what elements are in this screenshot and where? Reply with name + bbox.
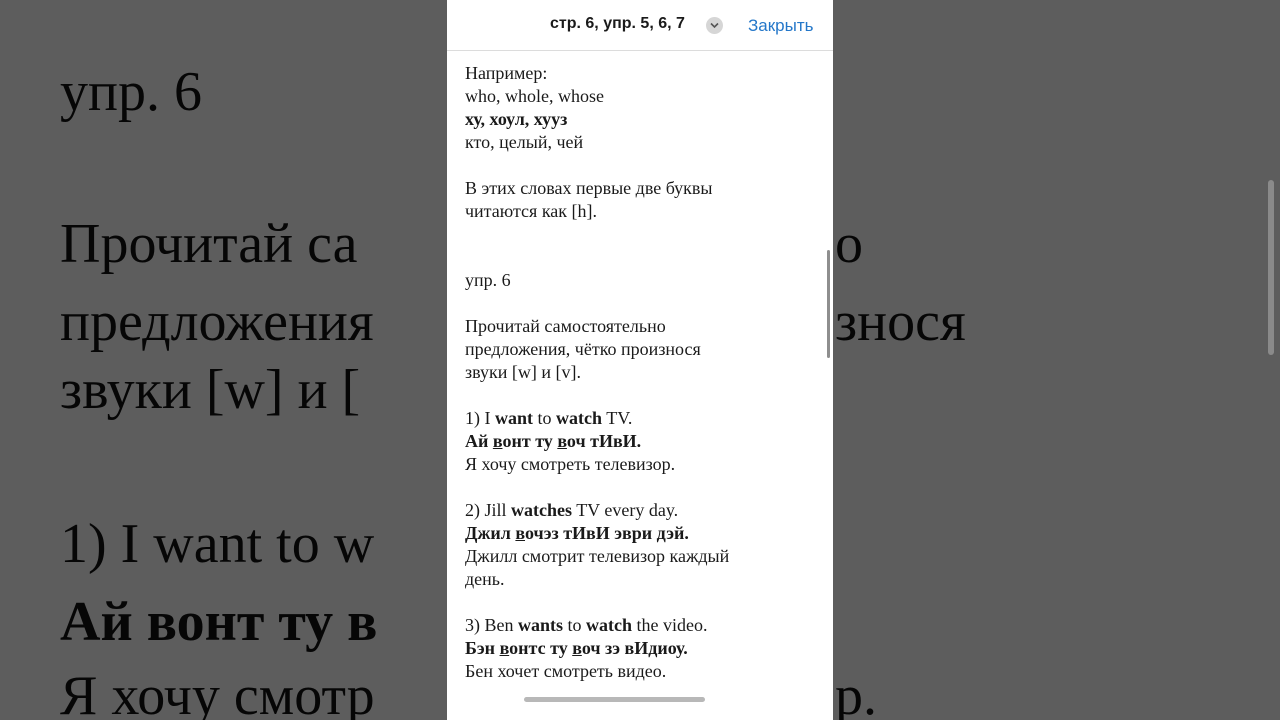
close-button[interactable]: Закрыть — [748, 16, 814, 35]
sentence-1-english: 1) I want to watch TV. — [465, 408, 633, 428]
chevron-down-icon[interactable] — [706, 17, 723, 34]
intro-transcription: ху, хоул, хууз — [465, 109, 568, 129]
background-scrollbar — [1268, 180, 1274, 355]
intro-label: Например: — [465, 63, 548, 83]
sentence-1-transcription: Ай вонт ту воч тИвИ. — [465, 431, 642, 451]
document-content — [465, 62, 815, 683]
content-scrollbar[interactable] — [827, 250, 830, 358]
note-line-1: В этих словах первые две буквы — [465, 178, 713, 198]
note-line-2: читаются как [h]. — [465, 201, 598, 221]
home-indicator[interactable] — [524, 697, 705, 702]
document-sheet — [447, 0, 833, 720]
sheet-header — [447, 0, 833, 51]
sentence-3-english: 3) Ben wants to watch the video. — [465, 615, 708, 635]
instruction-line-1: Прочитай самостоятельно — [465, 316, 666, 336]
sentence-2-transcription: Джил вочэз тИвИ эври дэй. — [465, 523, 689, 543]
intro-english-words: who, whole, whose — [465, 86, 604, 106]
page-title[interactable]: стр. 6, упр. 5, 6, 7 — [550, 15, 685, 32]
instruction-line-3: звуки [w] и [v]. — [465, 362, 581, 382]
sentence-3-transcription: Бэн вонтс ту воч зэ вИдиоу. — [465, 638, 688, 658]
sentence-1-translation: Я хочу смотреть телевизор. — [465, 454, 676, 474]
exercise-title: упр. 6 — [465, 270, 511, 290]
sentence-3-translation: Бен хочет смотреть видео. — [465, 661, 667, 681]
sentence-2-translation-line-2: день. — [465, 569, 505, 589]
instruction-line-2: предложения, чётко произнося — [465, 339, 701, 359]
sentence-2-english: 2) Jill watches TV every day. — [465, 500, 679, 520]
intro-translation: кто, целый, чей — [465, 132, 584, 152]
sentence-2-translation-line-1: Джилл смотрит телевизор каждый — [465, 546, 730, 566]
